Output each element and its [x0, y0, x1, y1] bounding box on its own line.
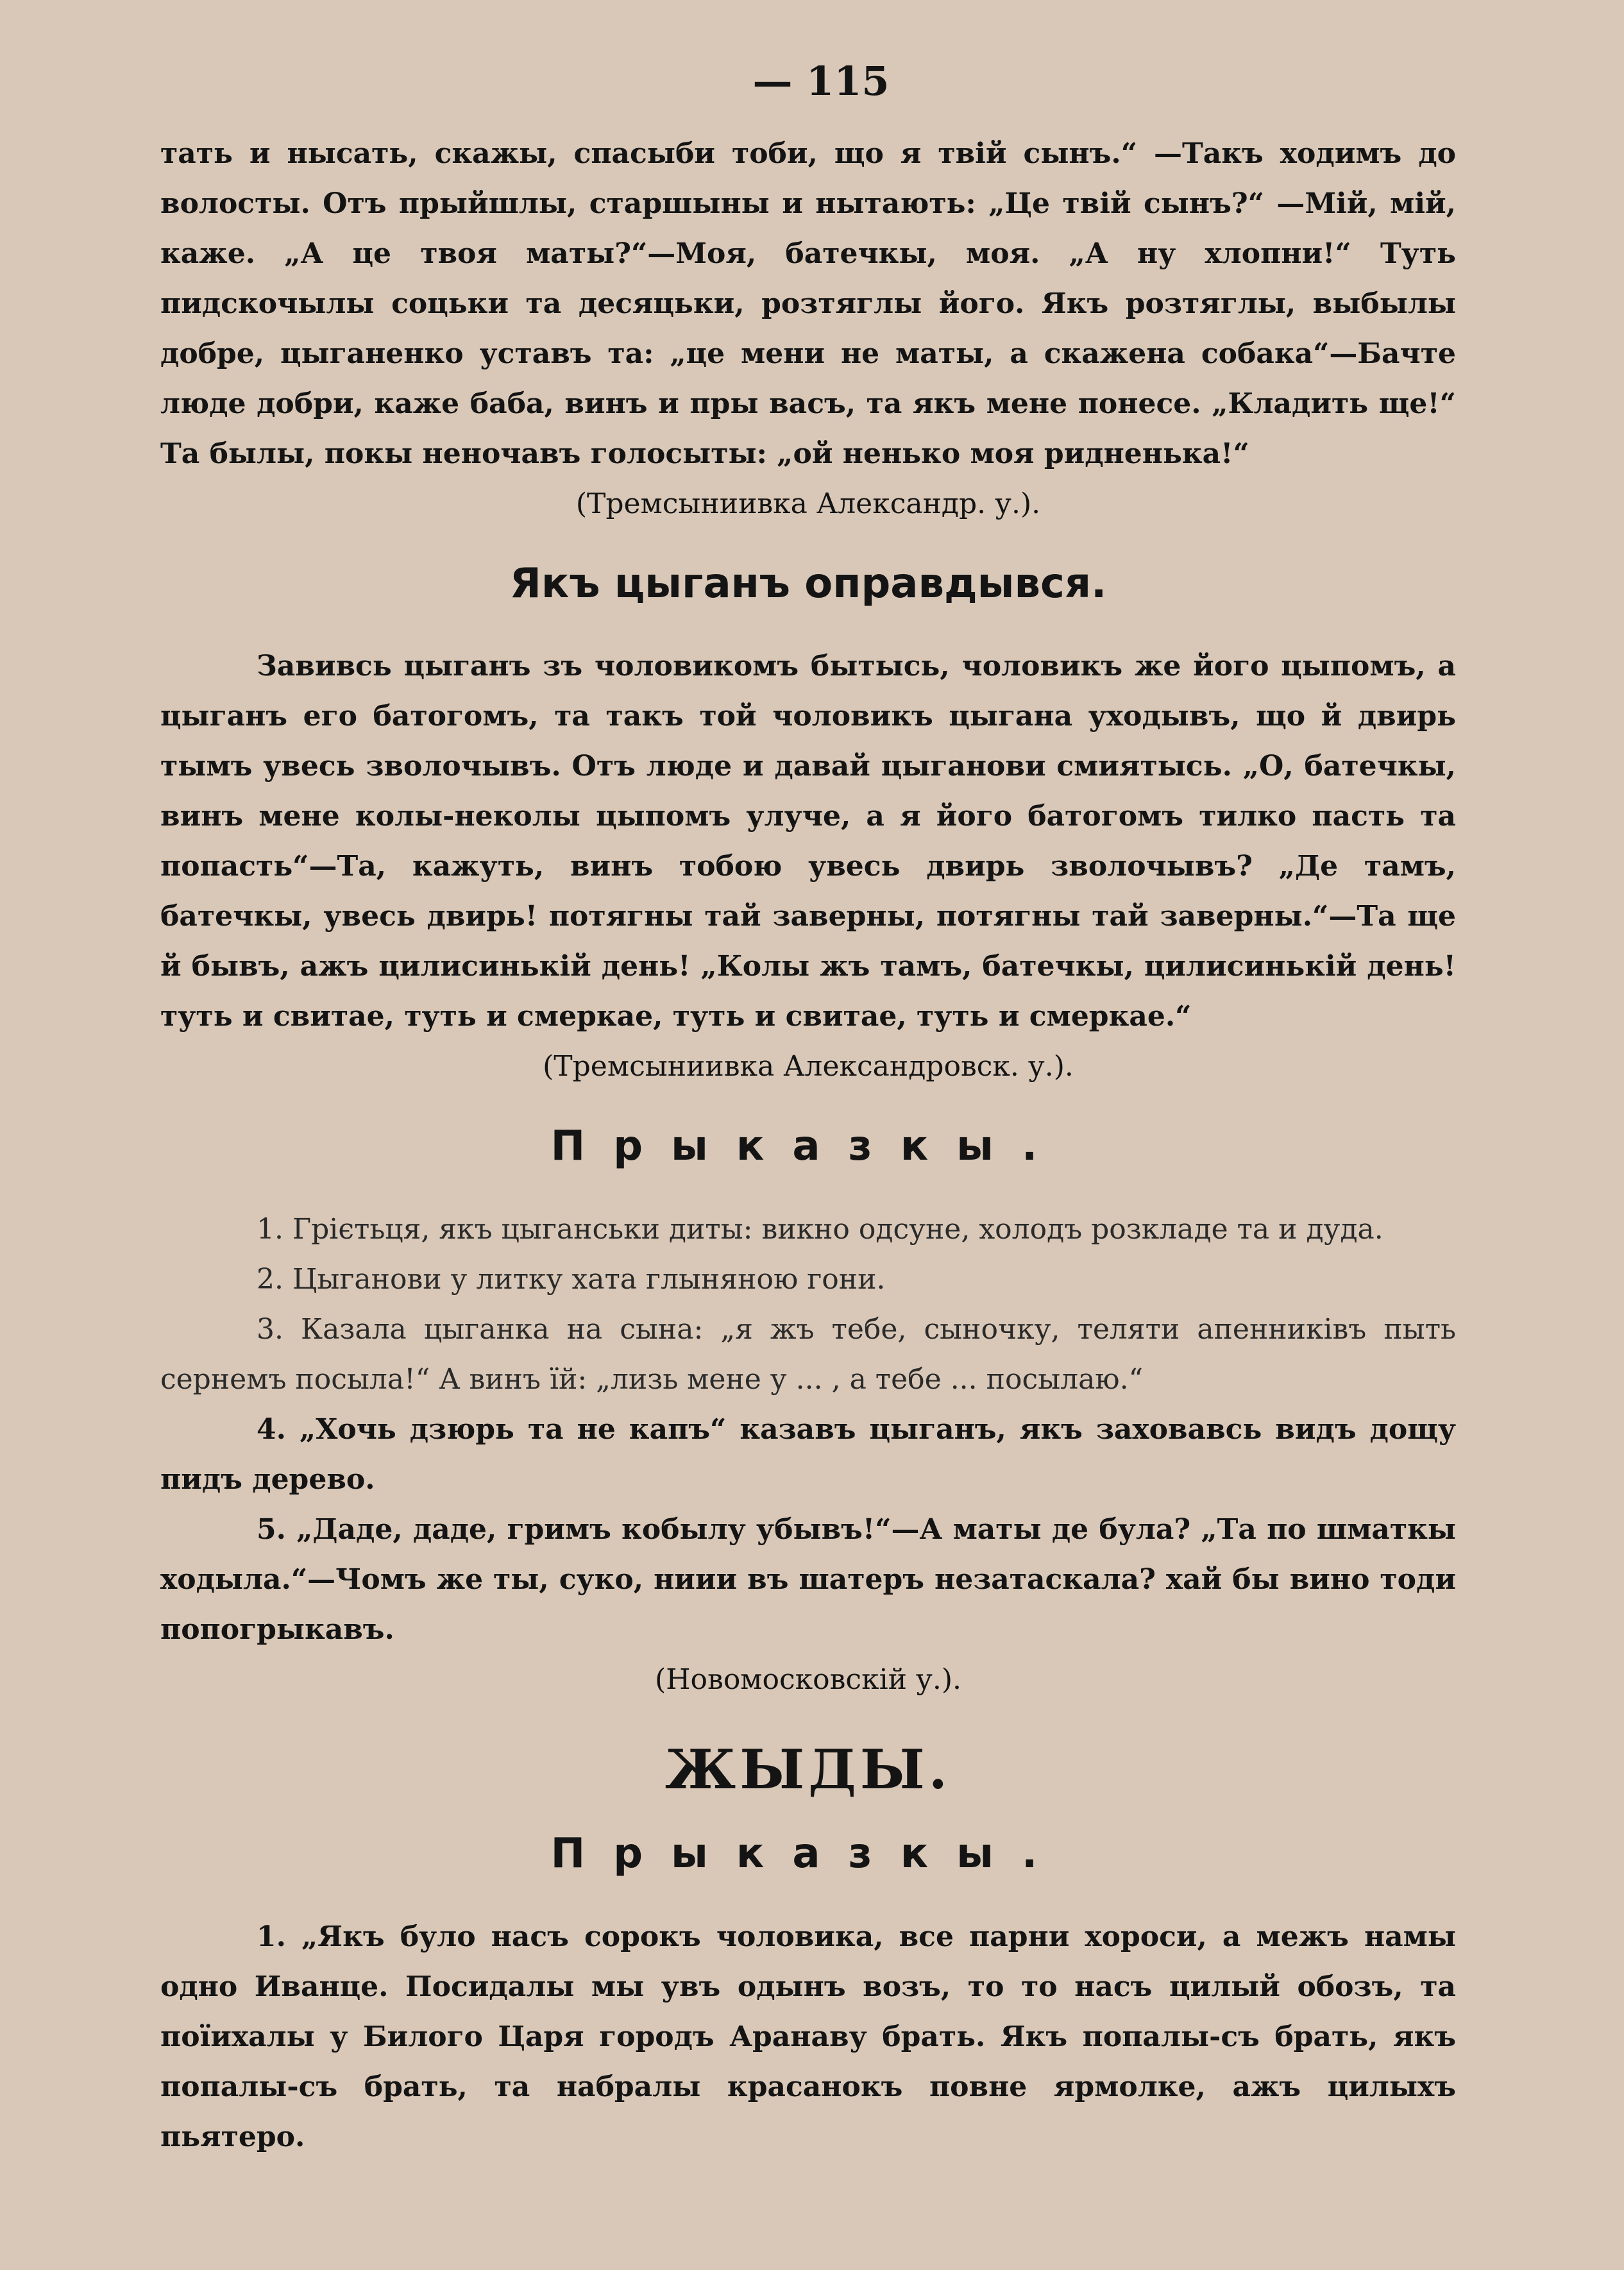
page-number: — 115: [752, 58, 890, 105]
saying-item: 5. „Даде, даде, гримъ кобылу убывъ!“—А маты де була? „Та по шматкы ходыла.“—Чомъ же ты, суко, ниии въ шатеръ незатаскала? хай бы вино тоди попогрыкавъ.: [160, 1512, 1456, 1646]
section-title-zhydy: ЖЫДЫ.: [664, 1737, 952, 1801]
sayings-heading-1: Прыказкы.: [550, 1122, 1066, 1171]
story-title-gypsy-justified: Якъ цыганъ оправдывся.: [509, 560, 1107, 607]
saying-item: 2. Цыганови у литку хата глыняною гони.: [257, 1262, 886, 1296]
story-paragraph-gypsy-justified: Завивсь цыганъ зъ чоловикомъ бытысь, чоловикъ же його цыпомъ, а цыганъ его батогомъ, та такъ той чоловикъ цыгана уходывъ, що й двирь тымъ увесь зволочывъ. Отъ люде и давай цыганови смиятысь. „О, батечкы, винъ мене колы-неколы цыпомъ улуче, а я його батогомъ тилко пасть та попасть“—Та, кажуть, винъ тобою увесь двирь зволочывъ? „Де тамъ, батечкы, увесь двирь! потягны тай заверны, потягны тай заверны.“—Та ще й бывъ, ажъ цилисинькій день! „Колы жъ тамъ, батечкы, цилисинькій день! туть и свитае, туть и смеркае, туть и свитае, туть и смеркае.“: [160, 650, 1456, 1033]
saying-paragraph: 1. „Якъ було насъ сорокъ чоловика, все парни хороси, а межъ намы одно Иванце. Посидалы мы увъ одынъ возъ, то то насъ цилый обозъ, та поїихалы у Билого Царя городъ Аранаву брать. Якъ попалы-съ брать, якъ попалы-съ брать, та набралы красанокъ повне ярмолке, ажъ цилыхъ пьятеро.: [160, 1920, 1456, 2153]
source-note-3: (Новомосковскій у.).: [655, 1663, 961, 1696]
story-continuation-paragraph: тать и нысать, скажы, спасыби тоби, що я твій сынъ.“ —Такъ ходимъ до волосты. Отъ прыйшлы, старшыны и нытають: „Це твій сынъ?“ —Мій, мій, каже. „А це твоя маты?“—Моя, батечкы, моя. „А ну хлопни!“ Туть пидскочылы соцьки та десяцьки, розтяглы його. Якъ розтяглы, выбылы добре, цыганенко уставъ та: „це мени не маты, а скажена собака“—Бачте люде добри, каже баба, винъ и пры васъ, та якъ мене понесе. „Кладить ще!“ Та былы, покы неночавъ голосыты: „ой ненько моя ридненька!“: [160, 137, 1456, 470]
source-note-2: (Тремсыниивка Александровск. у.).: [543, 1050, 1074, 1083]
document-page: [160, 58, 1456, 2162]
saying-item: 3. Казала цыганка на сына: „я жъ тебе, сыночку, теляти апенниківъ пыть сернемъ посыла!“ А винъ їй: „лизь мене у ... , а тебе ... посылаю.“: [160, 1312, 1456, 1396]
saying-item: 1. Грієтьця, якъ цыганськи диты: викно одсуне, холодъ розкладе та и дуда.: [257, 1212, 1383, 1246]
sayings-heading-2: Прыказкы.: [550, 1830, 1066, 1878]
saying-item: 4. „Хочь дзюрь та не капъ“ казавъ цыганъ, якъ заховавсь видъ дощу пидъ дерево.: [160, 1412, 1456, 1496]
source-note-1: (Тремсыниивка Александр. у.).: [575, 487, 1041, 520]
